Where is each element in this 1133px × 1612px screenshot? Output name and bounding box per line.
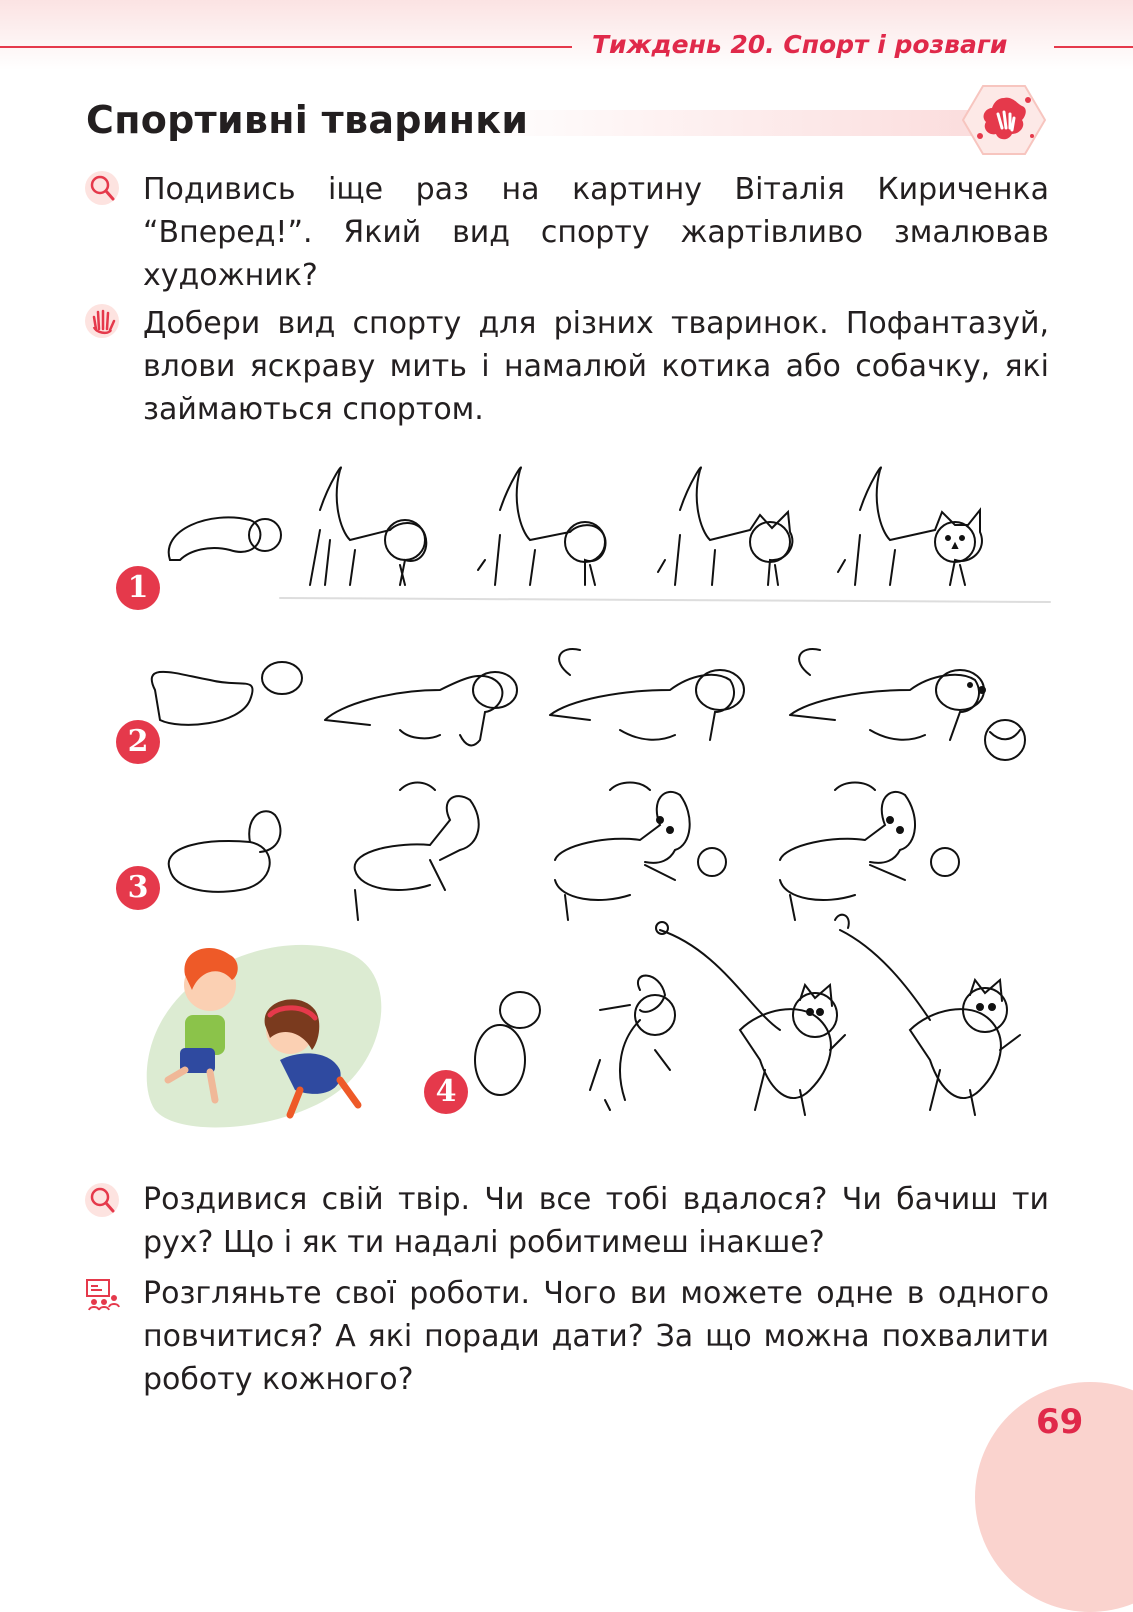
paragraph-1: Подивись іще раз на картину Віталія Кириченка “Вперед!”. Який вид спорту жартівливо змалював художник? bbox=[143, 172, 1049, 293]
paragraph-4: Розгляньте свої роботи. Чого ви можете одне в одного повчитися? А які поради дати? За що можна похвалити роботу кожного? bbox=[143, 1276, 1049, 1397]
week-title: Тиждень 20. Спорт і розваги bbox=[592, 30, 1008, 59]
header-rule-left bbox=[0, 46, 572, 48]
hand-icon bbox=[84, 303, 120, 339]
header-rule-right bbox=[1054, 46, 1133, 48]
title-decor-bar bbox=[470, 110, 990, 136]
page-title: Спортивні тваринки bbox=[86, 98, 529, 142]
dog-drawing-row-3 bbox=[169, 783, 959, 921]
magnifier-icon bbox=[84, 1182, 120, 1218]
drawing-steps-illustration bbox=[100, 450, 1060, 1140]
paragraph-2: Добери вид спорту для різних тваринок. Пофантазуй, влови яскраву мить і намалюй котика або собачку, які займаються спортом. bbox=[143, 306, 1049, 427]
group-discussion-icon bbox=[84, 1276, 120, 1312]
paint-splash-icon bbox=[962, 84, 1046, 156]
paragraph-3: Роздивися свій твір. Чи все тобі вдалося? Чи бачиш ти рух? Що і як ти надалі робитимеш інакше? bbox=[143, 1182, 1049, 1260]
dog-drawing-row-2 bbox=[152, 649, 1025, 760]
page-number: 69 bbox=[1036, 1402, 1084, 1442]
cat-drawing-row-4 bbox=[475, 915, 1020, 1115]
step-number-1: 1 bbox=[116, 566, 160, 610]
step-number-3: 3 bbox=[116, 866, 160, 910]
cat-drawing-row-1 bbox=[169, 467, 1050, 602]
children-playing-illustration bbox=[147, 945, 382, 1128]
step-number-4: 4 bbox=[424, 1070, 468, 1114]
magnifier-icon bbox=[84, 170, 120, 206]
step-number-2: 2 bbox=[116, 720, 160, 764]
